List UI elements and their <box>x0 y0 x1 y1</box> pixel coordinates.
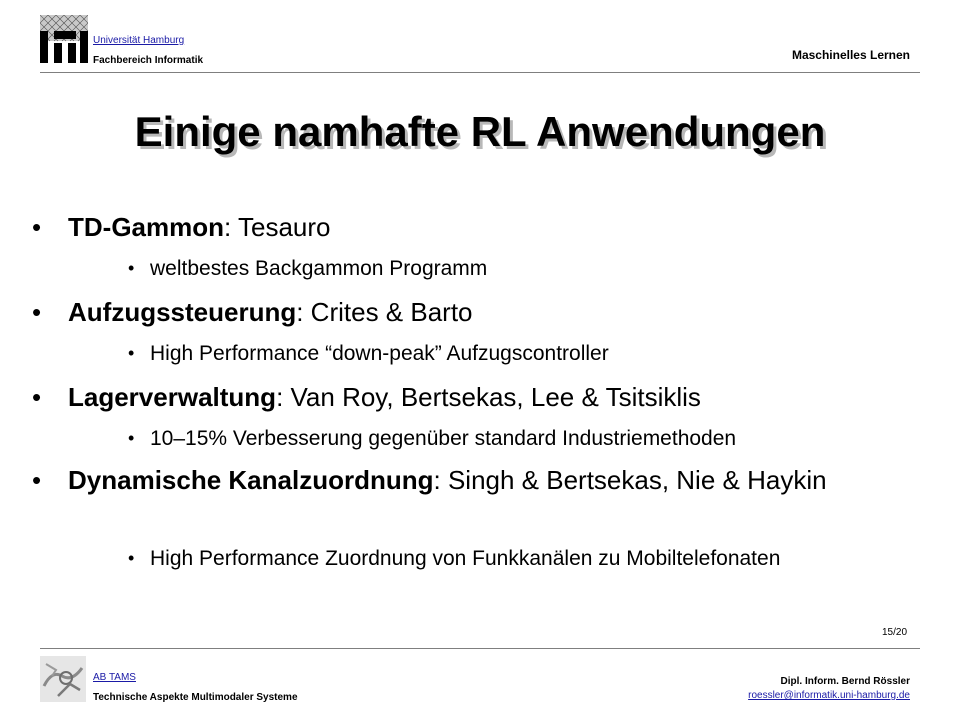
department-name: Fachbereich Informatik <box>93 55 204 66</box>
uni-hamburg-logo-icon <box>40 15 88 63</box>
author-email-link[interactable]: roessler@informatik.uni-hamburg.de <box>748 690 910 701</box>
item-heading: Lagerverwaltung <box>68 382 277 412</box>
sub-item-text: High Performance Zuordnung von Funkkanälen zu Mobiltelefonaten <box>150 547 781 570</box>
item-text: : Van Roy, Bertsekas, Lee & Tsitsiklis <box>276 382 701 412</box>
page-number: 15/20 <box>882 627 908 638</box>
sub-item-text: weltbestes Backgammon Programm <box>150 257 488 280</box>
bullet-item <box>32 380 908 414</box>
item-text: : Singh & Bertsekas, Nie & Haykin <box>433 465 827 495</box>
bullet-item <box>32 463 908 497</box>
university-link[interactable]: Universität Hamburg <box>93 35 185 46</box>
sub-bullet-item <box>128 425 910 452</box>
author-name: Dipl. Inform. Bernd Rössler <box>780 676 910 687</box>
footer-divider <box>40 648 920 649</box>
item-heading: Aufzugssteuerung <box>68 297 297 327</box>
bullet-icon: • <box>128 548 135 568</box>
item-text: : Crites & Barto <box>296 297 473 327</box>
item-text: : Tesauro <box>224 212 331 242</box>
slide-title: Einige namhafte RL Anwendungen <box>134 108 826 155</box>
bullet-icon: • <box>128 428 135 448</box>
bullet-icon: • <box>128 343 135 363</box>
bullet-icon: • <box>32 297 42 327</box>
sub-bullet-item <box>128 340 910 367</box>
item-heading: Dynamische Kanalzuordnung <box>68 465 434 495</box>
header-divider <box>40 72 920 73</box>
bullet-icon: • <box>128 258 135 278</box>
sub-item-text: High Performance “down-peak” Aufzugscontroller <box>150 342 609 365</box>
group-link[interactable]: AB TAMS <box>93 672 136 683</box>
bullet-item <box>32 295 908 329</box>
item-heading: TD-Gammon <box>68 212 224 242</box>
bullet-icon: • <box>32 382 42 412</box>
sub-bullet-item <box>128 545 790 572</box>
bullet-item <box>32 210 908 244</box>
sub-bullet-item <box>128 255 910 282</box>
bullet-icon: • <box>32 465 42 495</box>
group-full-name: Technische Aspekte Multimodaler Systeme <box>93 692 298 703</box>
bullet-icon: • <box>32 212 42 242</box>
sub-item-text: 10–15% Verbesserung gegenüber standard Industriemethoden <box>150 427 737 450</box>
tams-logo-icon <box>40 656 86 702</box>
course-title: Maschinelles Lernen <box>791 48 910 62</box>
